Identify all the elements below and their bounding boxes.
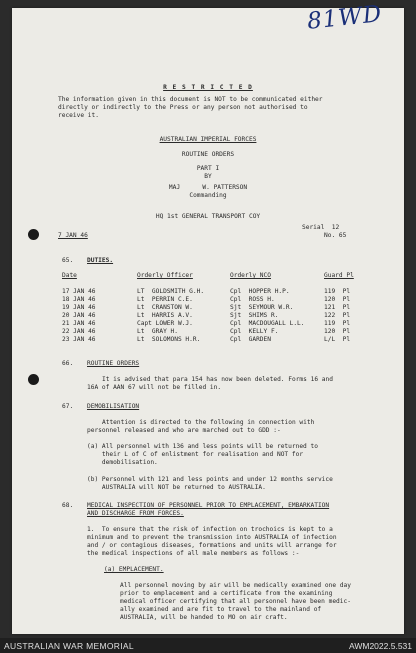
punch-hole xyxy=(28,229,39,240)
serial: Serial 12 xyxy=(302,224,340,231)
table-row: 21 JAN 46 Capt LOWER W.J. Cpl MACDOUGALL L.L. 119 Pl xyxy=(62,320,351,327)
para-num: 67. xyxy=(62,403,74,410)
commanding: Commanding xyxy=(189,192,227,199)
orders-title: ROUTINE ORDERS xyxy=(181,151,235,158)
para-num: 65. xyxy=(62,257,74,264)
table-row: 22 JAN 46 Lt GRAY H. Cpl KELLY F. 120 Pl xyxy=(62,328,351,335)
col-header: Orderly NCO xyxy=(230,272,271,279)
table-row: 18 JAN 46 Lt PERRIN C.E. Cpl ROSS H. 120 Pl xyxy=(62,296,351,303)
handwritten-annotation: 81WD xyxy=(305,1,384,35)
unit: HQ 1st GENERAL TRANSPORT COY xyxy=(155,213,261,220)
para-text: 1. To ensure that the risk of infection on trochoics is kept to a xyxy=(87,526,333,533)
document-page xyxy=(12,1,404,634)
footer-bar xyxy=(0,638,416,653)
para-text: (b) Personnel with 121 and less points and under 12 months service xyxy=(87,476,333,483)
para-text: ally examined and are fit to travel to the mainland of xyxy=(120,606,322,613)
para-title: ROUTINE ORDERS xyxy=(87,360,140,367)
duties-header xyxy=(62,272,362,280)
order-date: 7 JAN 46 xyxy=(58,232,88,239)
para-text: their L of C of enlistment for realisation and NOT for xyxy=(87,451,304,458)
footer-source: AUSTRALIAN WAR MEMORIAL xyxy=(4,641,134,651)
para-text: prior to emplacement and a certificate from the examining xyxy=(120,590,333,597)
part: PART I xyxy=(196,165,220,172)
notice-line: directly or indirectly to the Press or any person not authorised to xyxy=(58,104,308,111)
para-text: AUSTRALIA, will be handed to MO on air craft. xyxy=(120,614,288,621)
footer-id: AWM2022.5.531 xyxy=(349,641,412,651)
notice-line: receive it. xyxy=(58,112,99,119)
sub-title: (a) EMPLACEMENT. xyxy=(104,566,164,573)
para-text: AUSTRALIA will NOT be returned to AUSTRALIA. xyxy=(87,484,266,491)
serial-no: No. 65 xyxy=(324,232,347,239)
para-text: 16A of AAN 67 will not be filled in. xyxy=(87,384,222,391)
para-title: DEMOBILISATION xyxy=(87,403,140,410)
col-header: Orderly Officer xyxy=(137,272,193,279)
para-num: 66. xyxy=(62,360,74,367)
para-text: All personnel moving by air will be medically examined one day xyxy=(120,582,351,589)
para-text: minimum and to prevent the transmission into AUSTRALIA of infection xyxy=(87,534,337,541)
para-text: (a) All personnel with 136 and less points will be returned to xyxy=(87,443,318,450)
para-text: Attention is directed to the following in connection with xyxy=(102,419,315,426)
col-header: Date xyxy=(62,272,77,279)
col-header: Guard Pl xyxy=(324,272,354,279)
para-text: and / or contagious diseases, formations and units will arrange for xyxy=(87,542,337,549)
para-text: personnel released and who are marched out to GDD :- xyxy=(87,427,281,434)
table-row: 23 JAN 46 Lt SOLOMONS H.R. Cpl GARDEN L/L Pl xyxy=(62,336,351,343)
notice-line: The information given in this document is NOT to be communicated either xyxy=(58,96,323,103)
para-title: MEDICAL INSPECTION OF PERSONNEL PRIOR TO EMPLACEMENT, EMBARKATION xyxy=(87,502,330,509)
para-title: AND DISCHARGE FROM FORCES. xyxy=(87,510,184,517)
force-title: AUSTRALIAN IMPERIAL FORCES xyxy=(159,136,257,143)
punch-hole xyxy=(28,374,39,385)
para-text: It is advised that para 154 has now been deleted. Forms 16 and xyxy=(102,376,333,383)
commander: MAJ W. PATTERSON xyxy=(168,184,248,191)
table-row: 17 JAN 46 LT GOLDSMITH G.H. Cpl HOPPER H.P. 119 Pl xyxy=(62,288,351,295)
by: BY xyxy=(204,173,212,180)
para-title: DUTIES. xyxy=(87,257,114,264)
para-num: 68. xyxy=(62,502,74,509)
para-text: medical officer certifying that all personnel have been medic- xyxy=(120,598,351,605)
para-text: the medical inspections of all male members as follows :- xyxy=(87,550,300,557)
classification: R E S T R I C T E D xyxy=(163,84,253,91)
para-text: demobilisation. xyxy=(87,459,158,466)
table-row: 19 JAN 46 Lt CRANSTON W. Sjt SEYMOUR W.R. 121 Pl xyxy=(62,304,351,311)
table-row: 20 JAN 46 Lt HARRIS A.V. Sjt SHIMS R. 122 Pl xyxy=(62,312,351,319)
